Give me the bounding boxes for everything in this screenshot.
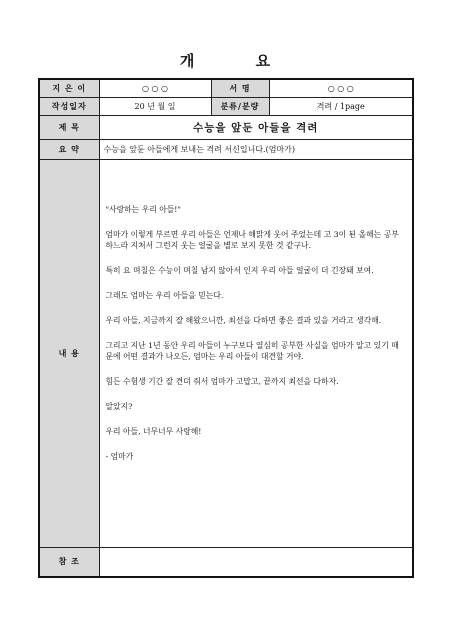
category-label: 분류/분량	[211, 97, 269, 115]
content-paragraph: 엄마가 이렇게 부르면 우리 아들은 언제나 해맑게 웃어 주었는데 고 3이 된 올해는 공부하느라 지쳐서 그런지 웃는 얼굴을 별로 보지 못한 것 같구나.	[105, 229, 399, 250]
content-paragraph: - 엄마가	[105, 451, 134, 461]
author-value: ○ ○ ○	[99, 79, 211, 97]
document-title: 개 요	[179, 52, 299, 70]
author-label: 지 은 이	[39, 79, 99, 97]
content-paragraph: 우리 아들, 너무너무 사랑해!	[105, 426, 202, 436]
signature-value: ○ ○ ○	[269, 79, 413, 97]
content-paragraph: 힘든 수험생 기간 잘 견뎌 줘서 엄마가 고맙고, 끝까지 최선을 다하자.	[105, 376, 339, 386]
subject-label: 제 목	[39, 115, 99, 139]
content-paragraph: 알았지?	[105, 401, 133, 411]
letter-content	[99, 159, 413, 547]
summary-label: 요 약	[39, 139, 99, 159]
signature-label: 서 명	[211, 79, 269, 97]
summary-value: 수능을 앞둔 아들에게 보내는 격려 서신입니다.(엄마가)	[99, 139, 413, 159]
date-label: 작성일자	[39, 97, 99, 115]
content-paragraph: 그래도 엄마는 우리 아들을 믿는다.	[105, 290, 224, 300]
content-label: 내 용	[39, 159, 99, 547]
summary-table	[38, 78, 414, 578]
reference-label: 참 조	[39, 547, 99, 577]
content-paragraph: "사랑하는 우리 아들!"	[105, 204, 182, 214]
reference-value	[99, 547, 413, 577]
content-paragraph: 그리고 지난 1년 동안 우리 아들이 누구보다 열심히 공부한 사실을 엄마가 알고 있기 때문에 어떤 결과가 나오든, 엄마는 우리 아들이 대견할 거야.	[105, 340, 399, 361]
category-value: 격려 / 1page	[269, 97, 413, 115]
content-paragraph: 우리 아들, 지금까지 잘 해왔으니깐, 최선을 다하면 좋은 결과 있을 거라고 생각해.	[105, 315, 382, 325]
content-paragraph: 특히 요 며칠은 수능이 며칠 남지 않아서 인지 우리 아들 얼굴이 더 긴장돼 보여.	[105, 265, 374, 275]
subject-value: 수능을 앞둔 아들을 격려	[99, 115, 413, 139]
date-value: 20 년 월 일	[99, 97, 211, 115]
